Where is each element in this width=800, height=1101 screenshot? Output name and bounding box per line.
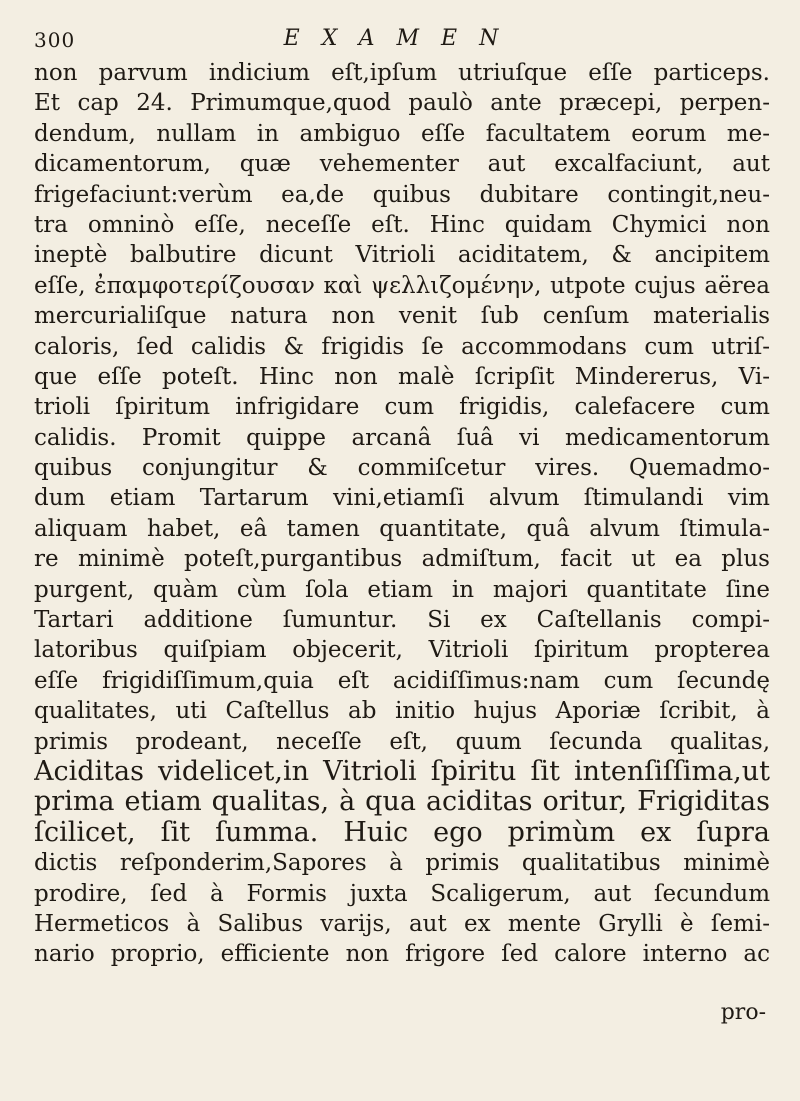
text-line: Aciditas videlicet,in Vitrioli ſpiritu ſit intenſiſſima,ut <box>34 756 770 787</box>
text-line: ſcilicet, ſit ſumma. Huic ego primùm ex ſupra <box>34 817 770 848</box>
text-line: que eſſe poteſt. Hinc non malè ſcripſit Mindererus, Vi- <box>34 363 770 390</box>
text-line: mercurialiſque natura non venit ſub cenſum materialis <box>34 303 770 330</box>
text-line: quibus conjungitur & commiſcetur vires. Quemadmo- <box>34 455 770 482</box>
text-line: latoribus quiſpiam objecerit, Vitrioli ſpiritum propterea <box>34 637 770 664</box>
text-line: dendum, nullam in ambiguo eſſe facultatem eorum me- <box>34 120 770 147</box>
catchword: pro- <box>720 1000 766 1025</box>
text-line: tra omninò eſſe, neceſſe eſt. Hinc quidam Chymici non <box>34 211 770 238</box>
text-line: Et cap 24. Primumque,quod paulò ante præcepi, perpen- <box>34 90 770 117</box>
text-line: eſſe, ἐπαμφοτερίζουσαν καὶ ψελλιζομένην, utpote cujus aërea <box>34 272 770 299</box>
text-line: ineptè balbutire dicunt Vitrioli aciditatem, & ancipitem <box>34 242 770 269</box>
text-line: purgent, quàm cùm ſola etiam in majori quantitate ſine <box>34 576 770 603</box>
running-title: EXAMEN <box>283 26 521 51</box>
text-line: prodire, ſed à Formis juxta Scaligerum, aut ſecundum <box>34 880 770 907</box>
page-header <box>34 20 770 60</box>
text-line: calidis. Promit quippe arcanâ ſuâ vi medicamentorum <box>34 424 770 451</box>
text-line: caloris, ſed calidis & frigidis ſe accommodans cum utriſ- <box>34 333 770 360</box>
text-line: aliquam habet, eâ tamen quantitate, quâ alvum ſtimula- <box>34 515 770 542</box>
text-line: prima etiam qualitas, à qua aciditas oritur, Frigiditas <box>34 787 770 818</box>
text-line: Tartari additione ſumuntur. Si ex Caſtellanis compi- <box>34 607 770 634</box>
text-line: trioli ſpiritum infrigidare cum frigidis, calefacere cum <box>34 394 770 421</box>
text-line: qualitates, uti Caſtellus ab initio hujus Aporiæ ſcribit, à <box>34 698 770 725</box>
text-line: dum etiam Tartarum vini,etiamſi alvum ſtimulandi vim <box>34 485 770 512</box>
text-body <box>34 58 770 970</box>
text-line: primis prodeant, neceſſe eſt, quum ſecunda qualitas, <box>34 728 770 755</box>
text-line: Hermeticos à Salibus varijs, aut ex mente Grylli è ſemi- <box>34 910 770 937</box>
text-line: re minimè poteſt,purgantibus admiſtum, facit ut ea plus <box>34 546 770 573</box>
text-line: dictis reſponderim,Sapores à primis qualitatibus minimè <box>34 850 770 877</box>
text-line: nario proprio, efficiente non frigore ſed calore interno ac <box>34 941 770 968</box>
text-line: dicamentorum, quæ vehementer aut excalfaciunt, aut <box>34 151 770 178</box>
text-line: frigefaciunt:verùm ea,de quibus dubitare contingit,neu- <box>34 181 770 208</box>
text-line: non parvum indicium eſt,ipſum utriuſque eſſe particeps. <box>34 60 770 86</box>
page-number: 300 <box>34 28 76 52</box>
text-line: eſſe frigidiſſimum,quia eſt acidiſſimus:nam cum ſecundę <box>34 667 770 694</box>
